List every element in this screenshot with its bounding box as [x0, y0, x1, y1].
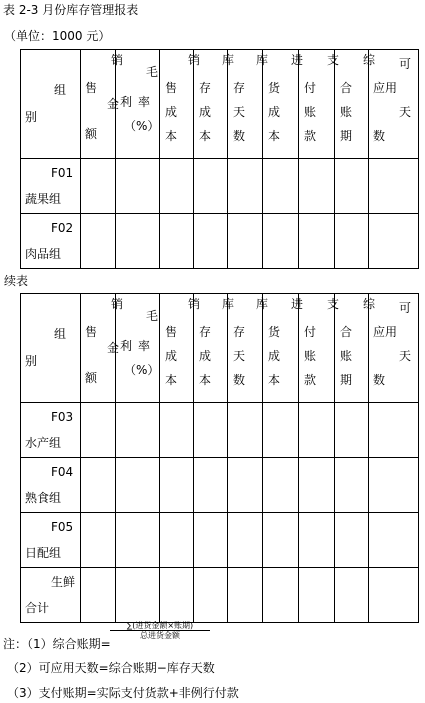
data-cell [369, 513, 419, 568]
header-stock-text-3: 本 [199, 129, 212, 143]
header-credit-cell [335, 294, 376, 403]
data-cell [116, 159, 160, 214]
header-avail-text-3: 数 [373, 129, 386, 143]
header-credit-text-0: 综 [363, 297, 376, 311]
group-code: F03 [51, 410, 74, 424]
data-cell [160, 403, 194, 458]
data-cell [81, 513, 116, 568]
group-name: 蔬果组 [25, 192, 62, 206]
data-cell [194, 458, 228, 513]
data-cell [263, 403, 299, 458]
data-cell [299, 458, 335, 513]
header-payment-cell [299, 294, 340, 403]
group-cell [21, 403, 81, 458]
header-group-text-0: 组 [54, 83, 67, 97]
data-cell [81, 214, 116, 269]
data-cell [81, 568, 116, 623]
header-margin-text-3: （%） [124, 363, 160, 377]
header-purchase-text-3: 本 [268, 129, 281, 143]
header-margin-text-1: 利 [120, 95, 133, 109]
formula-numerator: ∑(进货金额×账期) [110, 621, 210, 631]
header-cost-cell [160, 50, 201, 159]
header-days-cell [228, 50, 269, 159]
credit-formula [110, 621, 210, 640]
header-cost-text-1: 售 [165, 81, 178, 95]
data-cell [194, 568, 228, 623]
header-purchase-text-0: 进 [291, 297, 304, 311]
data-cell [81, 403, 116, 458]
header-sales-cell [81, 294, 124, 403]
header-credit-text-2: 账 [340, 105, 353, 119]
group-name: 合计 [25, 601, 50, 615]
data-cell [263, 214, 299, 269]
header-cost-text-2: 成 [165, 349, 178, 363]
table-row [21, 568, 419, 623]
data-cell [335, 458, 369, 513]
group-code: F01 [51, 166, 74, 180]
data-cell [335, 214, 369, 269]
header-cost-cell [160, 294, 201, 403]
header-purchase-text-2: 成 [268, 105, 281, 119]
data-cell [160, 568, 194, 623]
group-code: F05 [51, 520, 74, 534]
header-avail-cell [369, 50, 419, 159]
data-cell [228, 568, 263, 623]
header-sales-text-3: 额 [85, 371, 98, 385]
header-margin-cell [116, 294, 160, 403]
header-days-text-0: 库 [256, 297, 269, 311]
header-avail-text-1: 应用 [373, 325, 398, 339]
header-margin-cell [116, 50, 160, 159]
data-cell [194, 214, 228, 269]
data-cell [81, 458, 116, 513]
group-cell [21, 214, 81, 269]
table-row [21, 403, 419, 458]
header-purchase-text-1: 货 [268, 81, 281, 95]
header-days-text-3: 数 [233, 129, 246, 143]
continued-label: 续表 [4, 274, 29, 288]
header-days-text-2: 天 [233, 105, 246, 119]
header-purchase-cell [263, 294, 304, 403]
header-purchase-text-0: 进 [291, 53, 304, 67]
header-credit-text-1: 合 [340, 81, 353, 95]
header-margin-text-0: 毛 [146, 65, 159, 79]
header-credit-text-0: 综 [363, 53, 376, 67]
table-row [21, 159, 419, 214]
header-sales-text-2: 金 [107, 341, 120, 355]
data-cell [299, 568, 335, 623]
header-payment-text-0: 支 [327, 53, 340, 67]
data-cell [116, 458, 160, 513]
report-title: 表 2-3 月份库存管理报表 [3, 3, 139, 17]
group-name: 日配组 [25, 546, 62, 560]
header-avail-cell [369, 294, 419, 403]
header-sales-text-0: 销 [111, 53, 124, 67]
group-name: 水产组 [25, 436, 62, 450]
header-stock-text-0: 库 [222, 53, 235, 67]
data-cell [160, 458, 194, 513]
data-cell [369, 458, 419, 513]
header-purchase-text-2: 成 [268, 349, 281, 363]
header-stock-text-3: 本 [199, 373, 212, 387]
header-payment-text-1: 付 [304, 325, 317, 339]
data-cell [228, 403, 263, 458]
data-cell [116, 513, 160, 568]
header-sales-text-2: 金 [107, 97, 120, 111]
header-days-text-3: 数 [233, 373, 246, 387]
data-cell [160, 214, 194, 269]
header-sales-text-0: 销 [111, 297, 124, 311]
data-cell [160, 513, 194, 568]
note-1-prefix: 注：（1）综合账期= [3, 637, 111, 651]
header-sales-cell [81, 50, 124, 159]
data-cell [228, 214, 263, 269]
data-cell [160, 159, 194, 214]
header-payment-text-2: 账 [304, 105, 317, 119]
header-payment-text-0: 支 [327, 297, 340, 311]
data-cell [369, 214, 419, 269]
header-days-text-2: 天 [233, 349, 246, 363]
header-avail-text-2: 天 [399, 105, 412, 119]
group-code: 生鲜 [51, 575, 76, 589]
data-cell [228, 513, 263, 568]
group-cell [21, 568, 81, 623]
header-payment-text-1: 付 [304, 81, 317, 95]
header-stock-cell [194, 50, 235, 159]
header-stock-text-0: 库 [222, 297, 235, 311]
header-purchase-text-3: 本 [268, 373, 281, 387]
header-credit-cell [335, 50, 376, 159]
header-cost-text-3: 本 [165, 129, 178, 143]
header-stock-text-2: 成 [199, 105, 212, 119]
data-cell [194, 159, 228, 214]
header-sales-text-3: 额 [85, 127, 98, 141]
table-row [21, 214, 419, 269]
header-days-text-1: 存 [233, 325, 246, 339]
data-cell [116, 403, 160, 458]
header-cost-text-3: 本 [165, 373, 178, 387]
data-cell [263, 458, 299, 513]
data-cell [81, 159, 116, 214]
data-cell [263, 568, 299, 623]
header-group-text-0: 组 [54, 327, 67, 341]
report-table-2 [20, 293, 419, 623]
group-name: 肉品组 [25, 247, 62, 261]
header-cost-text-2: 成 [165, 105, 178, 119]
header-credit-text-1: 合 [340, 325, 353, 339]
header-group-cell [21, 294, 81, 403]
header-payment-text-2: 账 [304, 349, 317, 363]
header-margin-text-2: 率 [138, 95, 151, 109]
report-table-1 [20, 49, 419, 269]
header-days-text-0: 库 [256, 53, 269, 67]
data-cell [299, 159, 335, 214]
header-credit-text-3: 期 [340, 373, 353, 387]
header-group-cell [21, 50, 81, 159]
header-avail-text-3: 数 [373, 373, 386, 387]
data-cell [299, 513, 335, 568]
data-cell [335, 513, 369, 568]
data-cell [299, 403, 335, 458]
data-cell [116, 214, 160, 269]
table-row [21, 513, 419, 568]
header-payment-text-3: 款 [304, 373, 317, 387]
data-cell [335, 159, 369, 214]
header-cost-text-0: 销 [188, 53, 201, 67]
data-cell [263, 159, 299, 214]
header-days-text-1: 存 [233, 81, 246, 95]
data-cell [369, 403, 419, 458]
data-cell [299, 214, 335, 269]
header-stock-text-1: 存 [199, 81, 212, 95]
header-credit-text-2: 账 [340, 349, 353, 363]
header-stock-text-2: 成 [199, 349, 212, 363]
header-days-cell [228, 294, 269, 403]
header-margin-text-0: 毛 [146, 309, 159, 323]
header-stock-cell [194, 294, 235, 403]
header-avail-text-1: 应用 [373, 81, 398, 95]
group-cell [21, 458, 81, 513]
group-cell [21, 513, 81, 568]
formula-denominator: 总进货金额 [140, 631, 180, 640]
header-sales-text-1: 售 [85, 325, 98, 339]
data-cell [194, 513, 228, 568]
header-group-text-1: 别 [25, 110, 38, 124]
header-credit-text-3: 期 [340, 129, 353, 143]
data-cell [116, 568, 160, 623]
group-code: F04 [51, 465, 74, 479]
header-margin-text-2: 率 [138, 339, 151, 353]
data-cell [369, 568, 419, 623]
header-group-text-1: 别 [25, 354, 38, 368]
header-purchase-cell [263, 50, 304, 159]
note-3: （3）支付账期=实际支付货款+非例行付款 [7, 686, 239, 700]
group-name: 熟食组 [25, 491, 62, 505]
header-stock-text-1: 存 [199, 325, 212, 339]
data-cell [335, 568, 369, 623]
header-cost-text-0: 销 [188, 297, 201, 311]
header-purchase-text-1: 货 [268, 325, 281, 339]
header-payment-text-3: 款 [304, 129, 317, 143]
header-avail-text-2: 天 [399, 349, 412, 363]
unit-label: （单位：1000 元） [4, 29, 111, 43]
data-cell [194, 403, 228, 458]
data-cell [369, 159, 419, 214]
group-code: F02 [51, 221, 74, 235]
data-cell [228, 458, 263, 513]
header-payment-cell [299, 50, 340, 159]
header-margin-text-3: （%） [124, 119, 160, 133]
header-avail-text-0: 可 [399, 301, 412, 315]
data-cell [263, 513, 299, 568]
note-2: （2）可应用天数=综合账期−库存天数 [7, 661, 215, 675]
header-sales-text-1: 售 [85, 81, 98, 95]
group-cell [21, 159, 81, 214]
header-margin-text-1: 利 [120, 339, 133, 353]
data-cell [335, 403, 369, 458]
table-row [21, 458, 419, 513]
header-avail-text-0: 可 [399, 57, 412, 71]
data-cell [228, 159, 263, 214]
header-cost-text-1: 售 [165, 325, 178, 339]
